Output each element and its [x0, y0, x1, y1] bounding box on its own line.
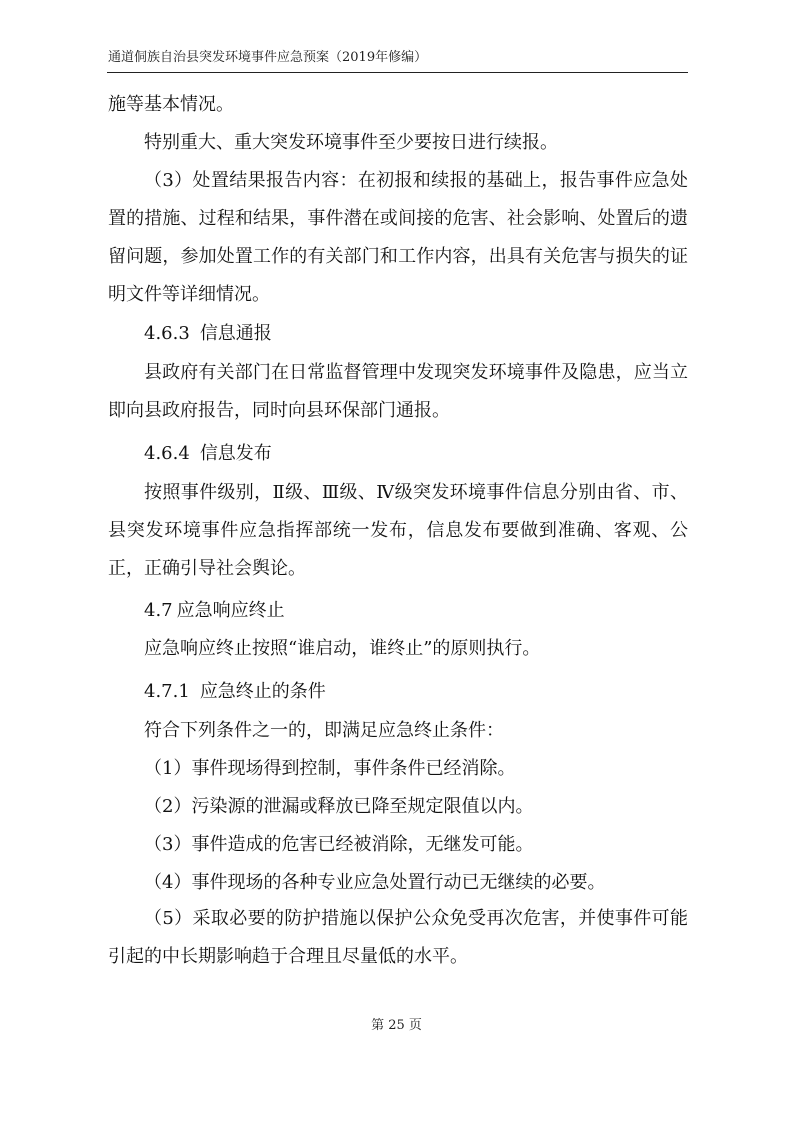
- paragraph-result-report: （3）处置结果报告内容：在初报和续报的基础上，报告事件应急处置的措施、过程和结果，事件潜在或间接的危害、社会影响、处置后的遗留问题，参加处置工作的有关部门和工作内容，出具有关危害与损失的证明文件等详细情况。: [108, 170, 688, 305]
- list-item: （5）采取必要的防护措施以保护公众免受再次危害，并使事件可能引起的中长期影响趋于合理且尽量低的水平。: [108, 908, 688, 967]
- list-item: （1）事件现场得到控制，事件条件已经消除。: [144, 758, 516, 779]
- heading-4-6-3: [144, 322, 272, 346]
- heading-4-7: [144, 599, 285, 623]
- paragraph-report-frequency: 特别重大、重大突发环境事件至少要按日进行续报。: [144, 132, 558, 153]
- header-rule: [107, 72, 688, 73]
- document-header: 通道侗族自治县突发环境事件应急预案（2019年修编）: [108, 50, 428, 65]
- paragraph-info-release: 按照事件级别，Ⅱ级、Ⅲ级、Ⅳ级突发环境事件信息分别由省、市、县突发环境事件应急指挥部统一发布，信息发布要做到准确、客观、公正，正确引导社会舆论。: [108, 482, 688, 579]
- list-item: （2）污染源的泄漏或释放已降至规定限值以内。: [144, 796, 534, 817]
- heading-number: 4.6.4: [144, 443, 190, 464]
- page-number: 第 25 页: [371, 1018, 422, 1033]
- heading-number: 4.7.1: [144, 681, 190, 702]
- heading-number: 4.6.3: [144, 323, 190, 344]
- paragraph-termination-principle: 应急响应终止按照“谁启动，谁终止”的原则执行。: [144, 638, 541, 659]
- heading-text: 信息发布: [199, 443, 272, 464]
- paragraph-conditions-intro: 符合下列条件之一的，即满足应急终止条件：: [144, 720, 504, 741]
- paragraph-info-notice: 县政府有关部门在日常监督管理中发现突发环境事件及隐患，应当立即向县政府报告，同时向县环保部门通报。: [108, 362, 688, 421]
- heading-number: 4.7: [144, 600, 173, 621]
- heading-text: 应急终止的条件: [199, 681, 326, 702]
- list-item: （3）事件造成的危害已经被消除，无继发可能。: [144, 834, 534, 855]
- heading-4-6-4: [144, 442, 272, 466]
- heading-4-7-1: [144, 680, 326, 704]
- list-item: （4）事件现场的各种专业应急处置行动已无继续的必要。: [144, 872, 606, 893]
- heading-text: 应急响应终止: [176, 600, 285, 621]
- heading-text: 信息通报: [199, 323, 272, 344]
- paragraph-continuation: 施等基本情况。: [108, 94, 234, 115]
